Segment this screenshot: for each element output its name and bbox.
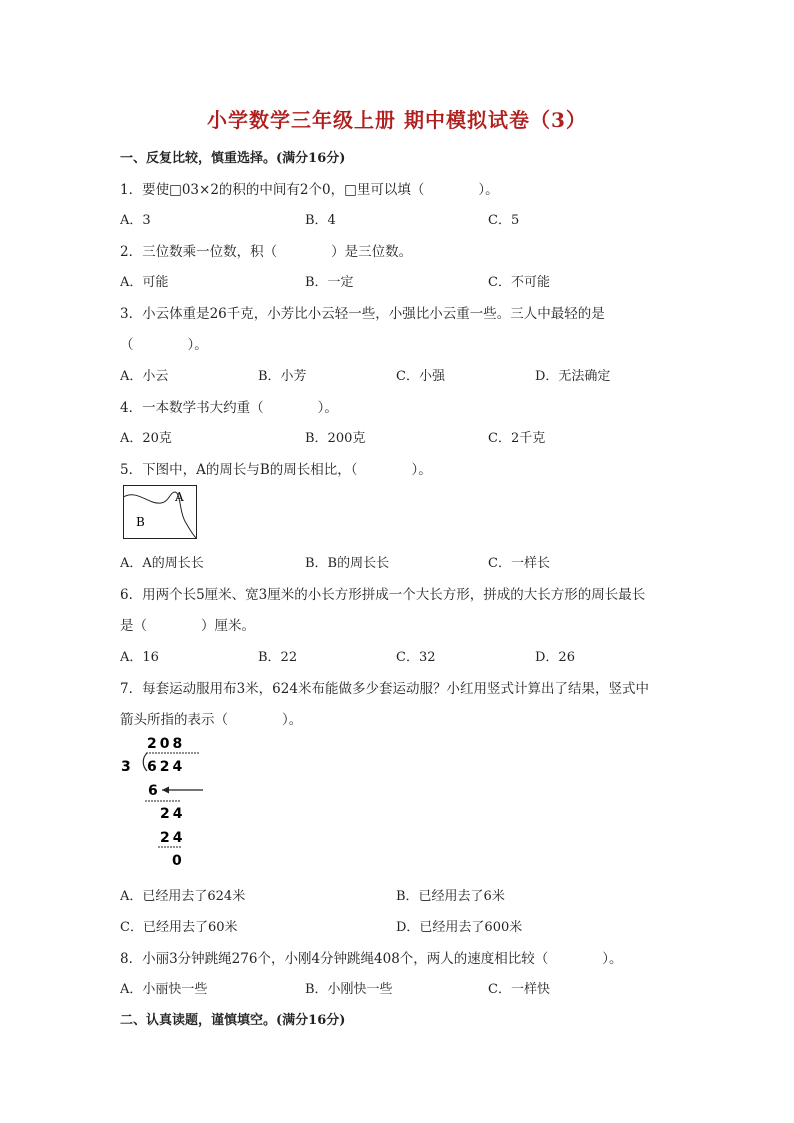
q2-option-c: C．不可能 [488, 275, 550, 290]
question-5: 5．下图中，A的周长与B的周长相比，（ ）。 [120, 462, 432, 478]
q1-option-c: C．5 [488, 213, 520, 228]
division-step-1: 6 [148, 783, 158, 799]
q5-option-a: A．A的周长长 [120, 556, 204, 571]
q8-option-b: B．小刚快一些 [305, 982, 393, 997]
q8-option-a: A．小丽快一些 [120, 982, 208, 997]
q5-option-c: C．一样长 [488, 556, 550, 571]
q7-option-a: A．已经用去了624米 [120, 889, 246, 904]
q2-option-b: B．一定 [305, 275, 354, 290]
page-title: 小学数学三年级上册 期中模拟试卷（3） [207, 108, 587, 132]
question-4: 4．一本数学书大约重（ ）。 [120, 400, 338, 416]
q1-option-b: B．4 [305, 213, 336, 228]
q4-option-b: B．200克 [305, 431, 366, 446]
question-8: 8．小丽3分钟跳绳276个，小刚4分钟跳绳408个，两人的速度相比较（ ）。 [120, 951, 623, 967]
division-dividend: 624 [147, 759, 186, 775]
question-6: 6．用两个长5厘米、宽3厘米的小长方形拼成一个大长方形，拼成的大长方形的周长最长 [120, 587, 646, 603]
question-2: 2．三位数乘一位数，积（ ）是三位数。 [120, 244, 413, 260]
q5-option-b: B．B的周长长 [305, 556, 390, 571]
arrow-icon [162, 787, 169, 794]
q6-option-c: C．32 [396, 650, 436, 665]
q8-option-c: C．一样快 [488, 982, 550, 997]
question-7: 7．每套运动服用布3米，624米布能做多少套运动服？小红用竖式计算出了结果，竖式中 [120, 681, 649, 697]
q7-option-c: C．已经用去了60米 [120, 920, 238, 935]
perimeter-figure [123, 485, 197, 539]
figure-label-a: A [175, 490, 184, 504]
question-6-line2: 是（ ）厘米。 [120, 618, 255, 634]
section-1-heading: 一、反复比较，慎重选择。(满分16分) [120, 151, 346, 166]
section-2-heading: 二、认真读题，谨慎填空。(满分16分) [120, 1013, 346, 1028]
division-divisor: 3 [121, 759, 131, 775]
q6-option-b: B．22 [258, 650, 298, 665]
q6-option-d: D．26 [535, 650, 575, 665]
q7-option-d: D．已经用去了600米 [396, 920, 523, 935]
q3-option-b: B．小芳 [258, 369, 307, 384]
division-remainder: 0 [172, 853, 182, 869]
q3-option-a: A．小云 [120, 369, 169, 384]
long-division-figure [118, 732, 218, 870]
q4-option-a: A．20克 [120, 431, 172, 446]
q7-option-b: B．已经用去了6米 [396, 889, 505, 904]
q3-option-c: C．小强 [396, 369, 445, 384]
q2-option-a: A．可能 [120, 275, 169, 290]
q1-option-a: A．3 [120, 213, 151, 228]
question-3-line2: （ ）。 [120, 337, 208, 353]
q4-option-c: C．2千克 [488, 431, 546, 446]
division-quotient: 208 [147, 736, 186, 752]
q6-option-a: A．16 [120, 650, 159, 665]
question-3: 3．小云体重是26千克，小芳比小云轻一些，小强比小云重一些。三人中最轻的是 [120, 306, 605, 322]
question-1: 1．要使□03×2的积的中间有2个0，□里可以填（ ）。 [120, 182, 499, 198]
division-step-3: 24 [160, 830, 186, 846]
division-step-2: 24 [160, 806, 186, 822]
figure-label-b: B [136, 515, 145, 529]
q3-option-d: D．无法确定 [535, 369, 611, 384]
question-7-line2: 箭头所指的表示（ ）。 [120, 712, 303, 728]
